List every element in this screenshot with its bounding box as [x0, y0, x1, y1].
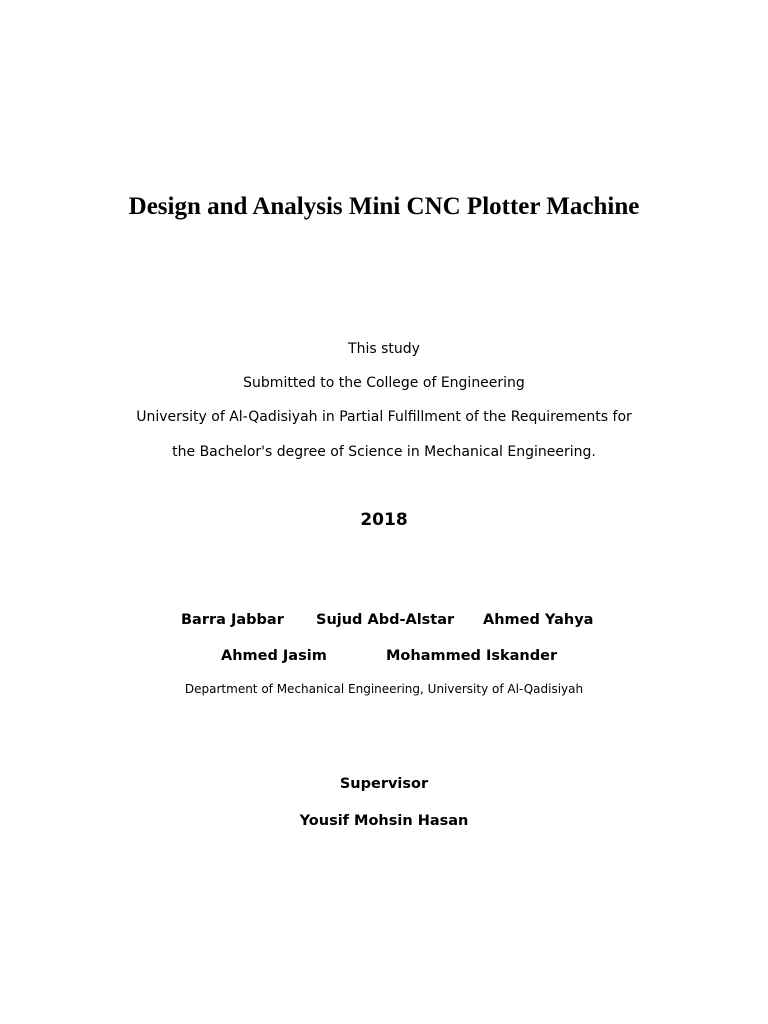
author-name: Sujud Abd-Alstar [316, 612, 455, 628]
submission-line-1: This study [348, 341, 420, 357]
author-name: Barra Jabbar [181, 612, 284, 628]
document-title: Design and Analysis Mini CNC Plotter Machine [128, 193, 640, 220]
supervisor-name: Yousif Mohsin Hasan [299, 813, 469, 829]
submission-line-3: University of Al-Qadisiyah in Partial Fulfillment of the Requirements for [136, 409, 632, 425]
author-name: Mohammed Iskander [386, 648, 558, 664]
author-name: Ahmed Jasim [221, 648, 327, 664]
submission-year: 2018 [360, 510, 408, 530]
author-name: Ahmed Yahya [483, 612, 594, 628]
submission-line-2: Submitted to the College of Engineering [243, 375, 525, 391]
department-affiliation: Department of Mechanical Engineering, University of Al-Qadisiyah [184, 682, 584, 696]
submission-line-4: the Bachelor's degree of Science in Mechanical Engineering. [172, 444, 596, 460]
supervisor-label: Supervisor [339, 776, 429, 792]
